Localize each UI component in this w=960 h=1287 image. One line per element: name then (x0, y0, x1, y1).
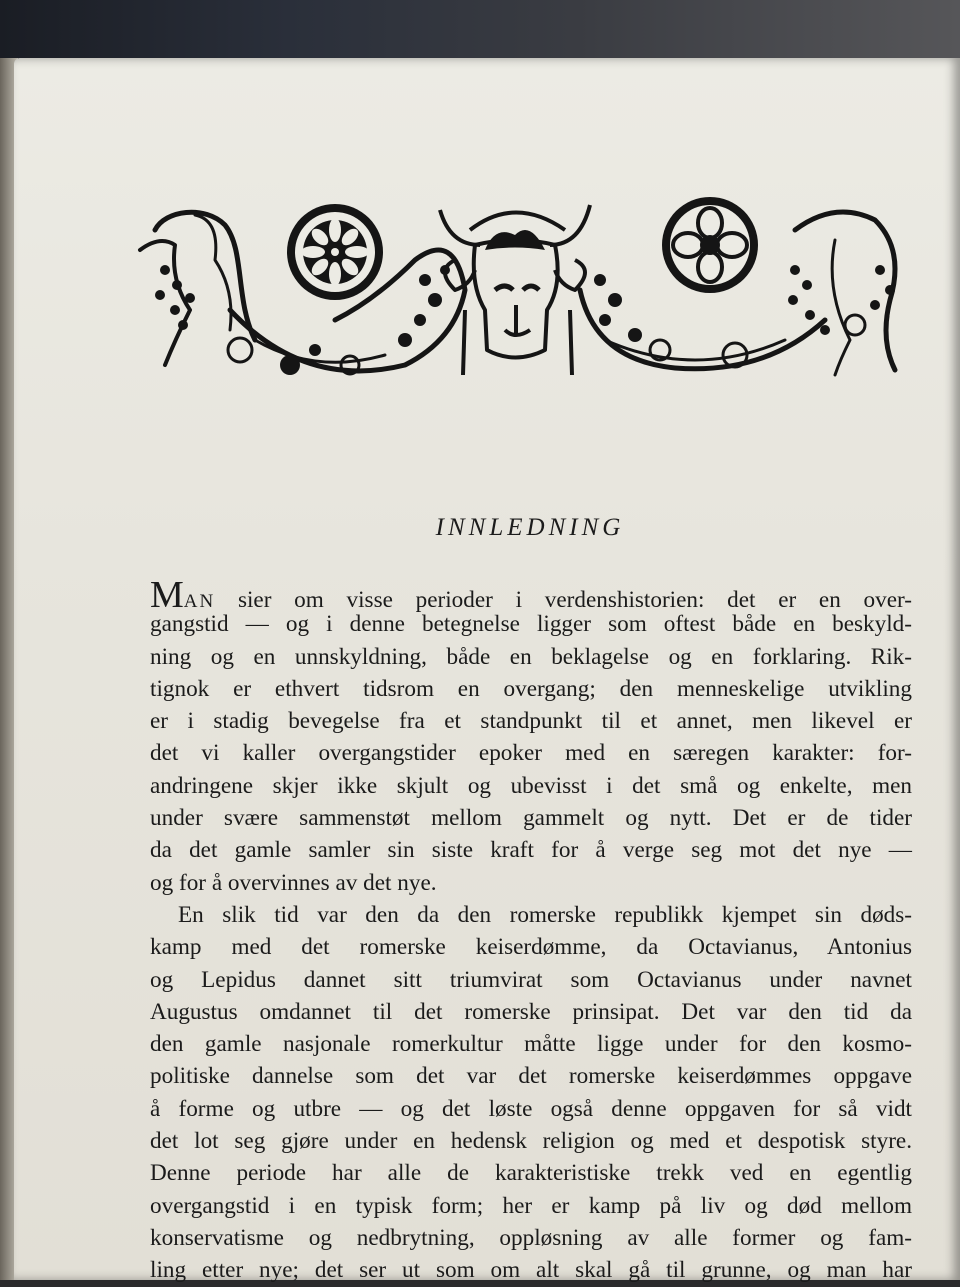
text-line: under svære sammenstøt mellom gammelt og nytt. Det er de tider (150, 805, 912, 832)
chapter-heading: INNLEDNING (435, 514, 625, 541)
text-line: overgangstid i en typisk form; her er kamp på liv og død mellom (150, 1192, 912, 1219)
text-line-content: sier om visse perioder i verdenshistorien: det er en over- (215, 587, 912, 613)
opening-small-caps: AN (183, 591, 216, 612)
text-line: er i stadig bevegelse fra et standpunkt til et annet, men likevel er (150, 708, 912, 735)
text-line: Denne periode har alle de karakteristiske trekk ved en egentlig (150, 1160, 912, 1187)
text-line: andringene skjer ikke skjult og ubevisst i det små og enkelte, men (150, 772, 912, 799)
text-line: og for å overvinnes av det nye. (150, 869, 437, 896)
text-line: konservatisme og nedbrytning, oppløsning av alle former og fam- (150, 1224, 912, 1251)
text-line: ling etter nye; det ser ut som om alt skal gå til grunne, og man har (150, 1257, 912, 1284)
text-line: det lot seg gjøre under en hedensk religion og med et despotisk styre. (150, 1128, 912, 1155)
text-line: kamp med det romerske keiserdømme, da Octavianus, Antonius (150, 934, 912, 961)
text-line: den gamle nasjonale romerkultur måtte ligge under for den kosmo- (150, 1031, 912, 1058)
text-line: tignok er ethvert tidsrom en overgang; den menneskelige utvikling (150, 675, 912, 702)
text-line: å forme og utbre — og det løste også denne oppgaven for så vidt (150, 1095, 912, 1122)
text-line (150, 574, 912, 616)
text-line: da det gamle samler sin siste kraft for å verge seg mot det nye — (150, 837, 912, 864)
text-line: ning og en unnskyldning, både en beklagelse og en forklaring. Rik- (150, 643, 912, 670)
body-text (150, 576, 912, 1287)
text-line: og Lepidus dannet sitt triumvirat som Octavianus under navnet (150, 966, 912, 993)
bucranium-garland-ornament-icon (135, 190, 910, 385)
text-line: det vi kaller overgangstider epoker med en særegen karakter: for- (150, 740, 912, 767)
text-line: gangstid — og i denne betegnelse ligger som oftest både en beskyld- (150, 611, 912, 638)
text-line: En slik tid var den da den romerske republikk kjempet sin døds- (178, 901, 912, 928)
text-line: politiske dannelse som det var det romerske keiserdømmes oppgave (150, 1063, 912, 1090)
drop-cap: M (150, 574, 184, 616)
text-line: Augustus omdannet til det romerske prinsipat. Det var den tid da (150, 998, 912, 1025)
